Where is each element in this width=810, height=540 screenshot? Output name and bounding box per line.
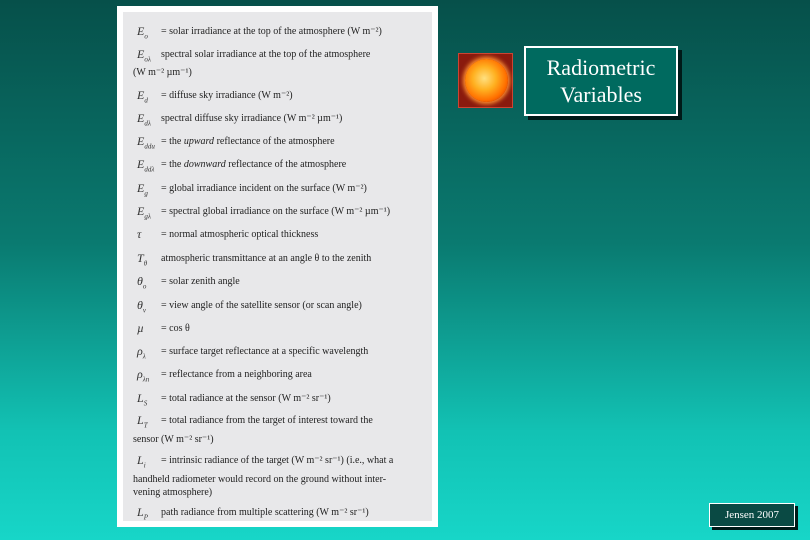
definition-continuation: vening atmosphere)	[133, 487, 213, 498]
symbol-subscript: λ	[142, 352, 146, 361]
definition-text: = total radiance from the target of interest toward the	[161, 415, 373, 426]
symbol-letter: E	[137, 134, 145, 148]
page-title: Radiometric Variables	[546, 55, 656, 107]
symbol-letter: E	[137, 157, 145, 171]
definition-text: = view angle of the satellite sensor (or scan angle)	[161, 300, 362, 311]
definition-text: = cos θ	[161, 323, 190, 334]
symbol-letter: E	[137, 181, 145, 195]
definition-text: = reflectance from a neighboring area	[161, 369, 312, 380]
definition-symbol	[137, 454, 146, 472]
symbol-letter: T	[137, 251, 144, 265]
definition-symbol	[137, 322, 144, 335]
definition-symbol	[137, 182, 148, 200]
definition-symbol	[137, 275, 146, 293]
definition-text-part: = the	[161, 136, 184, 147]
definition-continuation: sensor (W m⁻² sr⁻¹)	[133, 434, 214, 445]
symbol-subscript: g	[144, 189, 148, 198]
definition-symbol	[137, 89, 148, 107]
definition-symbol	[137, 228, 141, 241]
definition-text: = surface target reflectance at a specific wavelength	[161, 346, 369, 357]
credit-box	[709, 503, 795, 527]
definition-text-part: = the	[161, 159, 184, 170]
definition-symbol	[137, 48, 151, 66]
definition-text-part: downward	[183, 159, 226, 170]
definition-symbol	[137, 252, 147, 270]
definition-text	[161, 158, 428, 171]
definition-symbol	[137, 205, 151, 223]
symbol-letter: E	[137, 111, 145, 125]
symbol-letter: L	[137, 391, 144, 405]
symbol-subscript: oλ	[144, 55, 151, 64]
definition-symbol	[137, 392, 147, 410]
definition-text-part: reflectance of the atmosphere	[225, 159, 347, 170]
definitions-panel	[117, 6, 438, 527]
definition-text	[161, 135, 428, 148]
symbol-letter: τ	[137, 227, 142, 241]
symbol-letter: θ	[137, 298, 143, 312]
definition-text: spectral diffuse sky irradiance (W m⁻² µm⁻¹)	[161, 113, 343, 124]
definitions-panel-inner	[123, 12, 432, 521]
symbol-subscript: d	[144, 96, 148, 105]
definition-symbol	[137, 25, 148, 43]
symbol-letter: ρ	[137, 344, 143, 358]
definition-symbol	[137, 299, 146, 317]
definition-symbol	[137, 135, 155, 153]
definition-text: = intrinsic radiance of the target (W m⁻² sr⁻¹) (i.e., what a	[161, 455, 394, 466]
definition-text: = total radiance at the sensor (W m⁻² sr⁻¹)	[161, 393, 331, 404]
credit-label: Jensen 2007	[724, 509, 780, 521]
symbol-letter: ρ	[137, 367, 143, 381]
definition-text-part: upward	[183, 136, 215, 147]
symbol-letter: E	[137, 24, 145, 38]
sun-image	[458, 53, 513, 108]
definition-continuation: (W m⁻² µm⁻¹)	[133, 67, 192, 78]
symbol-letter: E	[137, 88, 145, 102]
definition-text: = global irradiance incident on the surface (W m⁻²)	[161, 183, 367, 194]
definition-symbol	[137, 158, 154, 176]
symbol-letter: L	[137, 453, 144, 467]
definition-text-part: reflectance of the atmosphere	[214, 136, 335, 147]
definition-text: = diffuse sky irradiance (W m⁻²)	[161, 90, 293, 101]
symbol-letter: E	[137, 204, 145, 218]
symbol-subscript: ddu	[144, 142, 155, 151]
sun-icon	[465, 59, 508, 102]
symbol-subscript: v	[142, 306, 147, 315]
symbol-letter: θ	[137, 274, 143, 288]
symbol-letter: µ	[137, 321, 144, 335]
symbol-subscript: T	[143, 421, 148, 430]
symbol-subscript: S	[143, 399, 148, 408]
symbol-subscript: P	[143, 513, 148, 522]
symbol-letter: E	[137, 47, 145, 61]
symbol-subscript: λn	[142, 375, 150, 384]
symbol-letter: L	[137, 505, 144, 519]
symbol-subscript: i	[143, 461, 146, 470]
definition-text: atmospheric transmittance at an angle θ to the zenith	[161, 253, 372, 264]
symbol-subscript: dλ	[144, 119, 151, 128]
title-box	[524, 46, 678, 116]
definition-symbol	[137, 345, 146, 363]
symbol-subscript: o	[144, 32, 148, 41]
definition-text: = normal atmospheric optical thickness	[161, 229, 319, 240]
definition-text: spectral solar irradiance at the top of the atmosphere	[161, 49, 371, 60]
definition-continuation: handheld radiometer would record on the ground without inter-	[133, 474, 387, 485]
definition-text: = solar irradiance at the top of the atmosphere (W m⁻²)	[161, 26, 382, 37]
symbol-subscript: θ	[143, 259, 148, 268]
definition-symbol	[137, 506, 148, 524]
definitions-list	[123, 12, 432, 521]
definition-text: path radiance from multiple scattering (W m⁻² sr⁻¹)	[161, 507, 369, 518]
definition-text: = spectral global irradiance on the surface (W m⁻² µm⁻¹)	[161, 206, 391, 217]
symbol-subscript: ddλ	[144, 165, 155, 174]
definition-text: = solar zenith angle	[161, 276, 240, 287]
definition-symbol	[137, 368, 149, 386]
symbol-letter: L	[137, 413, 144, 427]
definition-symbol	[137, 414, 148, 432]
symbol-subscript: o	[142, 282, 147, 291]
symbol-subscript: gλ	[144, 212, 151, 221]
definition-symbol	[137, 112, 151, 130]
